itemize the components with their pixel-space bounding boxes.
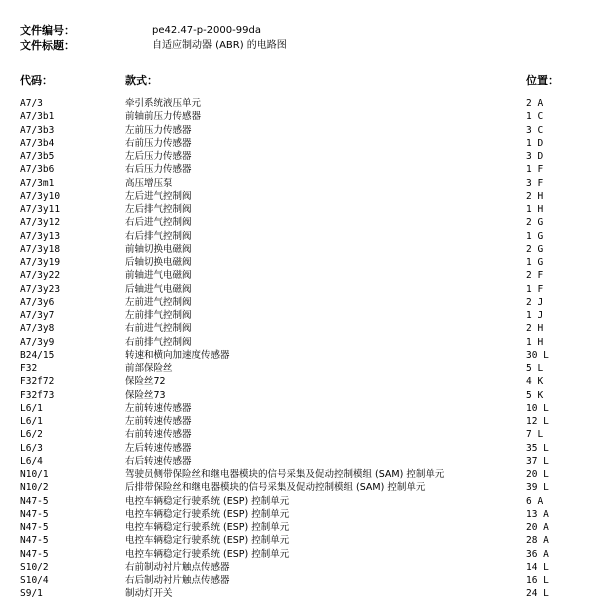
row-desc: 前部保险丝	[125, 363, 173, 374]
list-item	[0, 561, 603, 574]
row-pos: 3 D	[526, 151, 544, 162]
row-code: N47-5	[20, 535, 49, 547]
row-desc: 左后转速传感器	[125, 442, 192, 454]
row-code: A7/3y8	[20, 323, 55, 335]
row-pos: 2 F	[526, 270, 544, 282]
row-pos: 30 L	[526, 349, 549, 361]
doc-number-label: 文件编号：	[20, 24, 75, 37]
row-code: A7/3y7	[20, 310, 55, 321]
list-item	[0, 190, 603, 203]
list-item	[0, 216, 603, 229]
list-item	[0, 481, 603, 494]
list-item	[0, 150, 603, 163]
row-pos: 1 F	[526, 164, 544, 176]
row-pos: 1 G	[526, 230, 544, 242]
row-pos: 3 F	[526, 177, 544, 189]
row-pos: 5 L	[526, 363, 544, 374]
list-item	[0, 521, 603, 534]
row-code: S10/2	[20, 561, 49, 573]
row-desc: 前轴切换电磁阀	[125, 243, 192, 255]
row-code: A7/3y9	[20, 336, 55, 348]
row-desc: 左后压力传感器	[125, 151, 192, 162]
row-pos: 2 J	[526, 296, 544, 308]
list-item	[0, 124, 603, 137]
row-pos: 6 A	[526, 495, 544, 507]
list-item	[0, 336, 603, 349]
list-item	[0, 177, 603, 190]
row-pos: 4 K	[526, 376, 544, 388]
list-item	[0, 468, 603, 481]
row-code: A7/3b4	[20, 137, 55, 149]
row-desc: 电控车辆稳定行驶系统 (ESP) 控制单元	[125, 495, 290, 507]
row-desc: 右前排气控制阀	[125, 336, 192, 348]
row-desc: 左前进气控制阀	[125, 296, 192, 308]
list-item	[0, 110, 603, 123]
row-code: N10/1	[20, 469, 49, 480]
row-code: N47-5	[20, 508, 49, 520]
list-item	[0, 322, 603, 335]
row-code: N47-5	[20, 495, 49, 507]
row-pos: 28 A	[526, 535, 549, 547]
list-item	[0, 428, 603, 441]
list-item	[0, 534, 603, 547]
row-code: A7/3y22	[20, 270, 61, 282]
row-desc: 左前转速传感器	[125, 402, 192, 414]
row-code: L6/2	[20, 429, 43, 441]
row-desc: 左前转速传感器	[125, 416, 192, 427]
row-pos: 20 A	[526, 522, 549, 533]
row-desc: 左前排气控制阀	[125, 310, 192, 321]
row-pos: 39 L	[526, 482, 549, 494]
row-desc: 制动灯开关	[125, 588, 173, 600]
row-pos: 20 L	[526, 469, 549, 480]
list-item	[0, 362, 603, 375]
list-item	[0, 442, 603, 455]
list-item	[0, 495, 603, 508]
row-code: L6/4	[20, 455, 43, 467]
list-item	[0, 137, 603, 150]
row-desc: 左后排气控制阀	[125, 204, 192, 215]
row-code: L6/1	[20, 402, 43, 414]
row-code: F32f73	[20, 389, 55, 401]
row-desc: 保险丝73	[125, 389, 166, 401]
row-code: A7/3y6	[20, 296, 55, 308]
row-pos: 10 L	[526, 402, 549, 414]
row-desc: 右后排气控制阀	[125, 230, 192, 242]
list-item	[0, 269, 603, 282]
row-code: A7/3y11	[20, 204, 61, 215]
row-pos: 3 C	[526, 124, 544, 136]
row-desc: 高压增压泵	[125, 177, 173, 189]
row-code: N47-5	[20, 548, 49, 560]
row-pos: 1 J	[526, 310, 544, 321]
row-code: N47-5	[20, 522, 49, 533]
list-item	[0, 402, 603, 415]
row-pos: 12 L	[526, 416, 549, 427]
doc-title-value: 自适应制动器 (ABR) 的电路图	[152, 40, 287, 51]
row-pos: 2 A	[526, 98, 544, 109]
list-item	[0, 97, 603, 110]
row-desc: 右后转速传感器	[125, 455, 192, 467]
row-desc: 后排带保险丝和继电器模块的信号采集及促动控制模组 (SAM) 控制单元	[125, 482, 426, 494]
row-desc: 后轴切换电磁阀	[125, 257, 192, 268]
doc-title-label: 文件标题：	[20, 39, 75, 52]
row-code: A7/3y12	[20, 217, 61, 229]
row-desc: 右前进气控制阀	[125, 323, 192, 335]
row-code: A7/3b6	[20, 164, 55, 176]
list-item	[0, 243, 603, 256]
list-item	[0, 455, 603, 468]
row-desc: 右后进气控制阀	[125, 217, 192, 229]
row-pos: 35 L	[526, 442, 549, 454]
row-desc: 保险丝72	[125, 376, 166, 388]
list-item	[0, 587, 603, 600]
list-item	[0, 375, 603, 388]
row-code: A7/3y10	[20, 190, 61, 202]
row-pos: 5 K	[526, 389, 544, 401]
row-code: A7/3b5	[20, 151, 55, 162]
list-item	[0, 508, 603, 521]
row-pos: 37 L	[526, 455, 549, 467]
row-code: L6/1	[20, 416, 43, 427]
row-pos: 7 L	[526, 429, 544, 441]
row-code: S10/4	[20, 575, 49, 586]
row-pos: 2 G	[526, 217, 544, 229]
row-code: A7/3m1	[20, 177, 55, 189]
row-pos: 2 H	[526, 323, 544, 335]
row-code: L6/3	[20, 442, 43, 454]
row-code: B24/15	[20, 349, 55, 361]
row-code: N10/2	[20, 482, 49, 494]
row-pos: 1 F	[526, 283, 544, 295]
row-pos: 16 L	[526, 575, 549, 586]
row-desc: 右前制动衬片触点传感器	[125, 561, 230, 573]
row-code: A7/3	[20, 98, 43, 109]
row-pos: 24 L	[526, 588, 549, 600]
row-pos: 36 A	[526, 548, 549, 560]
row-pos: 1 H	[526, 336, 544, 348]
list-item	[0, 574, 603, 587]
row-pos: 1 D	[526, 137, 544, 149]
row-desc: 右前压力传感器	[125, 137, 192, 149]
row-code: F32f72	[20, 376, 55, 388]
row-desc: 右后压力传感器	[125, 164, 192, 176]
doc-number-value: pe42.47-p-2000-99da	[152, 25, 261, 36]
row-code: A7/3y19	[20, 257, 61, 268]
component-list	[0, 97, 603, 601]
list-item	[0, 283, 603, 296]
list-item	[0, 230, 603, 243]
row-desc: 电控车辆稳定行驶系统 (ESP) 控制单元	[125, 548, 290, 560]
row-desc: 后轴进气电磁阀	[125, 283, 192, 295]
row-desc: 驾驶员侧带保险丝和继电器模块的信号采集及促动控制模组 (SAM) 控制单元	[125, 469, 445, 480]
row-desc: 左后进气控制阀	[125, 190, 192, 202]
row-pos: 2 H	[526, 190, 544, 202]
row-code: A7/3y18	[20, 243, 61, 255]
row-code: A7/3b3	[20, 124, 55, 136]
row-desc: 右前转速传感器	[125, 429, 192, 441]
row-code: A7/3y13	[20, 230, 61, 242]
row-pos: 13 A	[526, 508, 549, 520]
row-desc: 前轴进气电磁阀	[125, 270, 192, 282]
list-item	[0, 415, 603, 428]
row-desc: 左前压力传感器	[125, 124, 192, 136]
list-item	[0, 349, 603, 362]
row-desc: 牵引系统液压单元	[125, 98, 202, 109]
list-item	[0, 203, 603, 216]
column-header-desc: 款式：	[125, 74, 158, 87]
column-header-pos: 位置：	[526, 74, 559, 87]
list-item	[0, 296, 603, 309]
row-desc: 电控车辆稳定行驶系统 (ESP) 控制单元	[125, 522, 290, 533]
row-pos: 14 L	[526, 561, 549, 573]
row-desc: 前轴前压力传感器	[125, 111, 202, 123]
row-desc: 转速和横向加速度传感器	[125, 349, 230, 361]
row-pos: 1 G	[526, 257, 544, 268]
row-pos: 2 G	[526, 243, 544, 255]
row-desc: 电控车辆稳定行驶系统 (ESP) 控制单元	[125, 535, 290, 547]
list-item	[0, 163, 603, 176]
row-code: F32	[20, 363, 38, 374]
list-item	[0, 548, 603, 561]
list-item	[0, 309, 603, 322]
row-pos: 1 C	[526, 111, 544, 123]
column-header-code: 代码：	[20, 74, 53, 87]
list-item	[0, 389, 603, 402]
row-desc: 右后制动衬片触点传感器	[125, 575, 230, 586]
row-desc: 电控车辆稳定行驶系统 (ESP) 控制单元	[125, 508, 290, 520]
row-code: A7/3b1	[20, 111, 55, 123]
row-code: S9/1	[20, 588, 43, 600]
list-item	[0, 256, 603, 269]
row-pos: 1 H	[526, 204, 544, 215]
row-code: A7/3y23	[20, 283, 61, 295]
